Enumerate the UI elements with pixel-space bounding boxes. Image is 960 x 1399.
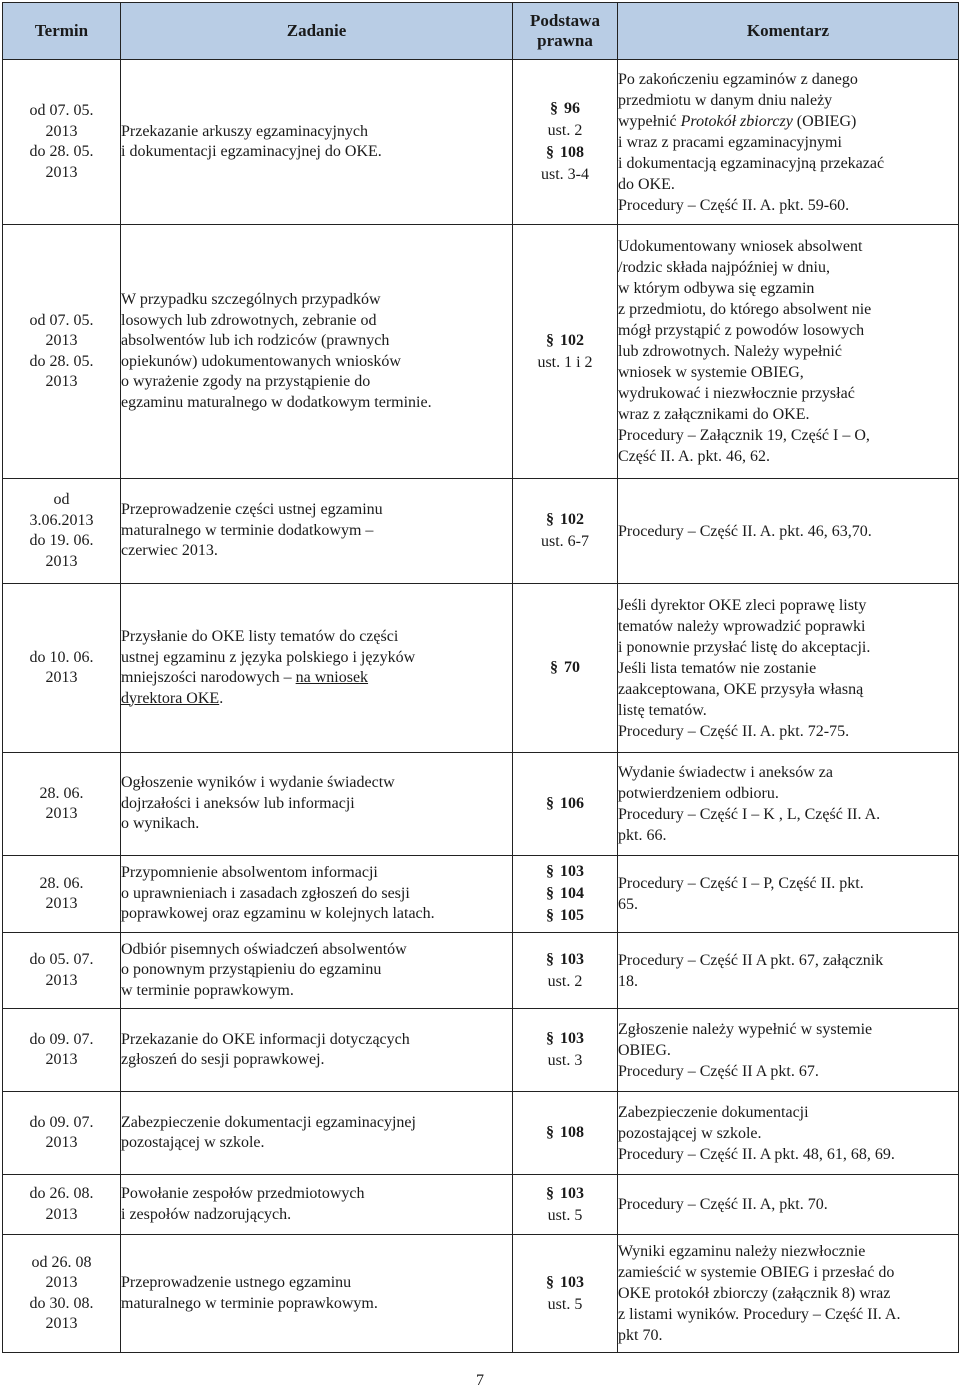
- podstawa-cell: [513, 1235, 618, 1353]
- text-line: wydrukować i niezwłocznie przysłać: [618, 385, 855, 402]
- text-line: maturalnego w terminie dodatkowym –: [121, 521, 374, 539]
- text-line: 2013: [45, 669, 78, 686]
- text-line: zamieścić w systemie OBIEG i przesłać do: [618, 1264, 895, 1281]
- text-line: W przypadku szczególnych przypadków: [121, 291, 381, 308]
- termin-cell: [3, 1092, 121, 1175]
- termin-cell: [3, 479, 121, 584]
- zadanie-cell: [121, 60, 513, 225]
- page-number: 7: [476, 1372, 484, 1389]
- text-line: czerwiec 2013.: [121, 542, 218, 560]
- text-line: od 07. 05.: [29, 311, 94, 329]
- table-row: [3, 1235, 959, 1353]
- article-reference: § 103: [513, 1028, 617, 1050]
- text-line: Jeśli dyrektor OKE zleci poprawę listy: [618, 596, 867, 614]
- text-line: mniejszości narodowych – na wniosek: [121, 669, 369, 686]
- text-line: Zabezpieczenie dokumentacji: [618, 1103, 809, 1121]
- text-line: wniosek w systemie OBIEG,: [618, 364, 804, 381]
- text-line: zaakceptowana, OKE przysyła własną: [618, 680, 864, 698]
- table-row: [3, 225, 959, 479]
- article-reference: § 96: [513, 98, 617, 120]
- text-line: Procedury – Część II. A. pkt. 72-75.: [618, 722, 850, 740]
- text-line: do 09. 07.: [29, 1113, 94, 1131]
- table-row: [3, 1009, 959, 1092]
- text-line: 2013: [45, 373, 78, 390]
- article-reference: § 102: [513, 330, 617, 352]
- podstawa-cell: [513, 856, 618, 933]
- text-line: Wyniki egzaminu należy niezwłocznie: [618, 1243, 866, 1260]
- text-line: do 26. 08.: [29, 1185, 94, 1202]
- text-line: 2013: [45, 895, 78, 912]
- article-reference: § 70: [513, 657, 617, 679]
- zadanie-cell: [121, 584, 513, 753]
- text-line: do 30. 08.: [29, 1294, 94, 1312]
- termin-cell: [3, 584, 121, 753]
- text-line: Przeprowadzenie ustnego egzaminu: [121, 1274, 352, 1291]
- text-line: Przekazanie do OKE informacji dotyczących: [121, 1030, 410, 1048]
- komentarz-cell: [618, 479, 959, 584]
- text-line: Procedury – Część II. A. pkt. 59-60.: [618, 196, 850, 214]
- text-line: losowych lub zdrowotnych, zebranie od: [121, 311, 377, 329]
- text-line: /rodzic składa najpóźniej w dniu,: [618, 259, 830, 276]
- komentarz-cell: [618, 584, 959, 753]
- article-reference: § 103: [513, 1183, 617, 1205]
- text-line: egzaminu maturalnego w dodatkowym terminie.: [121, 393, 432, 411]
- termin-cell: [3, 753, 121, 856]
- table-row: [3, 1092, 959, 1175]
- text-line: Udokumentowany wniosek absolwent: [618, 238, 863, 255]
- text-line: i dokumentacji egzaminacyjnej do OKE.: [121, 143, 382, 160]
- table-row: [3, 584, 959, 753]
- podstawa-cell: [513, 479, 618, 584]
- text-line: 2013: [45, 1315, 78, 1332]
- text-line: OKE protokół zbiorczy (załącznik 8) wraz: [618, 1285, 891, 1302]
- text-line: do 28. 05.: [29, 352, 94, 370]
- termin-cell: [3, 933, 121, 1009]
- text-line: Procedury – Część II. A pkt. 48, 61, 68, 69.: [618, 1145, 895, 1163]
- termin-cell: [3, 1175, 121, 1235]
- podstawa-cell: [513, 1175, 618, 1235]
- text-line: Procedury – Część II A pkt. 67, załącznik: [618, 951, 884, 969]
- text-line: wypełnić Protokół zbiorczy (OBIEG): [618, 112, 857, 130]
- text-line: lub zdrowotnych. Należy wypełnić: [618, 343, 842, 360]
- zadanie-cell: [121, 225, 513, 479]
- article-reference: § 106: [513, 793, 617, 815]
- text-line: Odbiór pisemnych oświadczeń absolwentów: [121, 940, 407, 958]
- termin-cell: [3, 225, 121, 479]
- text-line: pozostającej w szkole.: [121, 1134, 265, 1151]
- article-reference: § 108: [513, 1122, 617, 1144]
- text-line: w którym odbywa się egzamin: [618, 280, 815, 297]
- text-line: Przeprowadzenie części ustnej egzaminu: [121, 501, 383, 519]
- text-line: 2013: [45, 1205, 78, 1223]
- zadanie-cell: [121, 479, 513, 584]
- text-line: 2013: [45, 163, 78, 181]
- header-termin: Termin: [3, 3, 121, 60]
- text-line: Procedury – Część I – P, Część II. pkt.: [618, 875, 864, 892]
- article-reference: § 103: [513, 861, 617, 883]
- text-line: Po zakończeniu egzaminów z danego: [618, 70, 858, 88]
- text-line: Zabezpieczenie dokumentacji egzaminacyjnej: [121, 1113, 416, 1131]
- text-line: mógł przystąpić z powodów losowych: [618, 322, 865, 339]
- text-line: prawna: [537, 31, 593, 50]
- text-line: o ponownym przystąpieniu do egzaminu: [121, 961, 382, 979]
- komentarz-cell: [618, 1092, 959, 1175]
- header-komentarz: Komentarz: [618, 3, 959, 60]
- paragraph-reference: ust. 3: [547, 1052, 583, 1069]
- termin-cell: [3, 856, 121, 933]
- text-line: OBIEG.: [618, 1041, 671, 1059]
- komentarz-cell: [618, 1009, 959, 1092]
- termin-cell: [3, 1235, 121, 1353]
- text-line: 2013: [45, 552, 78, 570]
- text-line: Przysłanie do OKE listy tematów do części: [121, 628, 399, 645]
- komentarz-cell: [618, 856, 959, 933]
- komentarz-cell: [618, 753, 959, 856]
- text-line: przedmiotu w danym dniu należy: [618, 91, 833, 109]
- text-line: o uprawnieniach i zasadach zgłoszeń do sesji: [121, 884, 410, 902]
- text-line: do 09. 07.: [29, 1030, 94, 1048]
- schedule-table: [2, 2, 959, 1353]
- text-line: Przypomnienie absolwentom informacji: [121, 864, 378, 882]
- paragraph-reference: ust. 3-4: [541, 166, 589, 183]
- text-line: Procedury – Część II. A, pkt. 70.: [618, 1196, 828, 1213]
- text-line: pkt. 66.: [618, 827, 667, 844]
- table-row: [3, 1175, 959, 1235]
- article-reference: § 104: [513, 883, 617, 905]
- text-line: Procedury – Część I – K , L, Część II. A.: [618, 806, 881, 823]
- text-line: listę tematów.: [618, 701, 707, 719]
- text-line: Wydanie świadectw i aneksów za: [618, 764, 833, 781]
- komentarz-cell: [618, 1235, 959, 1353]
- text-line: 65.: [618, 896, 638, 913]
- paragraph-reference: ust. 5: [547, 1206, 583, 1224]
- text-line: pozostającej w szkole.: [618, 1124, 762, 1142]
- header-zadanie: Zadanie: [121, 3, 513, 60]
- text-line: do 28. 05.: [29, 143, 94, 160]
- zadanie-cell: [121, 1009, 513, 1092]
- text-line: i ponownie przysłać listę do akceptacji.: [618, 638, 871, 656]
- article-reference: § 102: [513, 509, 617, 531]
- podstawa-cell: [513, 1009, 618, 1092]
- text-line: pkt 70.: [618, 1327, 663, 1344]
- text-line: od 26. 08: [31, 1253, 92, 1271]
- zadanie-cell: [121, 856, 513, 933]
- text-line: i wraz z pracami egzaminacyjnymi: [618, 133, 842, 151]
- text-line: Podstawa: [530, 11, 600, 31]
- paragraph-reference: ust. 6-7: [541, 533, 589, 550]
- text-line: o wyrażenie zgody na przystąpienie do: [121, 373, 371, 390]
- text-line: maturalnego w terminie poprawkowym.: [121, 1294, 378, 1312]
- text-line: 2013: [45, 122, 78, 140]
- text-line: o wynikach.: [121, 815, 200, 833]
- text-line: z przedmiotu, do którego absolwent nie: [618, 301, 872, 318]
- text-line: Jeśli lista tematów nie zostanie: [618, 659, 817, 677]
- text-line: 28. 06.: [39, 874, 84, 892]
- text-line: do 10. 06.: [29, 648, 94, 666]
- komentarz-cell: [618, 225, 959, 479]
- header-row: [3, 3, 959, 60]
- table-row: [3, 753, 959, 856]
- text-line: do 05. 07.: [29, 951, 94, 968]
- podstawa-cell: [513, 584, 618, 753]
- text-line: dyrektora OKE.: [121, 689, 224, 707]
- podstawa-cell: [513, 225, 618, 479]
- text-line: 2013: [45, 1274, 78, 1291]
- text-line: do OKE.: [618, 175, 675, 193]
- text-line: tematów należy wprowadzić poprawki: [618, 617, 866, 635]
- termin-cell: [3, 60, 121, 225]
- text-line: Część II. A. pkt. 46, 62.: [618, 448, 770, 465]
- text-line: Powołanie zespołów przedmiotowych: [121, 1185, 365, 1202]
- text-line: dojrzałości i aneksów lub informacji: [121, 794, 355, 812]
- table-row: [3, 933, 959, 1009]
- text-line: wraz z załącznikami do OKE.: [618, 406, 810, 423]
- text-line: do 19. 06.: [29, 532, 94, 549]
- text-line: Procedury – Załącznik 19, Część I – O,: [618, 427, 870, 444]
- termin-cell: [3, 1009, 121, 1092]
- paragraph-reference: ust. 2: [547, 972, 583, 990]
- podstawa-cell: [513, 60, 618, 225]
- text-line: Ogłoszenie wyników i wydanie świadectw: [121, 774, 395, 792]
- zadanie-cell: [121, 753, 513, 856]
- text-line: potwierdzeniem odbioru.: [618, 785, 779, 802]
- text-line: od 07. 05.: [29, 102, 94, 119]
- table-row: [3, 856, 959, 933]
- text-line: 2013: [45, 805, 78, 822]
- text-line: 18.: [618, 972, 638, 990]
- article-reference: § 103: [513, 1272, 617, 1294]
- text-line: 2013: [45, 332, 78, 349]
- paragraph-reference: ust. 2: [547, 122, 583, 139]
- article-reference: § 108: [513, 142, 617, 164]
- header-podstawa: [513, 3, 618, 60]
- zadanie-cell: [121, 1175, 513, 1235]
- text-line: poprawkowej oraz egzaminu w kolejnych latach.: [121, 905, 435, 923]
- table-row: [3, 479, 959, 584]
- paragraph-reference: ust. 5: [547, 1295, 583, 1313]
- text-line: i dokumentacją egzaminacyjną przekazać: [618, 154, 885, 172]
- article-reference: § 105: [513, 905, 617, 927]
- table-row: [3, 60, 959, 225]
- text-line: w terminie poprawkowym.: [121, 981, 294, 999]
- text-line: ustnej egzaminu z języka polskiego i języków: [121, 648, 416, 666]
- text-line: 2013: [45, 1134, 78, 1151]
- text-line: zgłoszeń do sesji poprawkowej.: [121, 1051, 325, 1068]
- podstawa-cell: [513, 1092, 618, 1175]
- text-line: i zespołów nadzorujących.: [121, 1205, 292, 1223]
- text-line: Procedury – Część II. A. pkt. 46, 63,70.: [618, 522, 872, 540]
- text-line: 3.06.2013: [29, 511, 94, 529]
- text-line: Zgłoszenie należy wypełnić w systemie: [618, 1020, 873, 1038]
- text-line: 2013: [45, 1051, 78, 1068]
- text-line: z listami wyników. Procedury – Część II. A.: [618, 1306, 901, 1323]
- komentarz-cell: [618, 1175, 959, 1235]
- podstawa-cell: [513, 753, 618, 856]
- zadanie-cell: [121, 1235, 513, 1353]
- text-line: absolwentów lub ich rodziców (prawnych: [121, 332, 390, 349]
- text-line: od: [53, 491, 70, 508]
- paragraph-reference: ust. 1 i 2: [537, 353, 593, 371]
- zadanie-cell: [121, 933, 513, 1009]
- zadanie-cell: [121, 1092, 513, 1175]
- text-line: 2013: [45, 971, 78, 989]
- text-line: opiekunów) udokumentowanych wniosków: [121, 352, 401, 370]
- text-line: Przekazanie arkuszy egzaminacyjnych: [121, 122, 368, 140]
- komentarz-cell: [618, 933, 959, 1009]
- text-line: 28. 06.: [39, 784, 84, 802]
- komentarz-cell: [618, 60, 959, 225]
- podstawa-cell: [513, 933, 618, 1009]
- text-line: Procedury – Część II A pkt. 67.: [618, 1062, 819, 1080]
- article-reference: § 103: [513, 949, 617, 971]
